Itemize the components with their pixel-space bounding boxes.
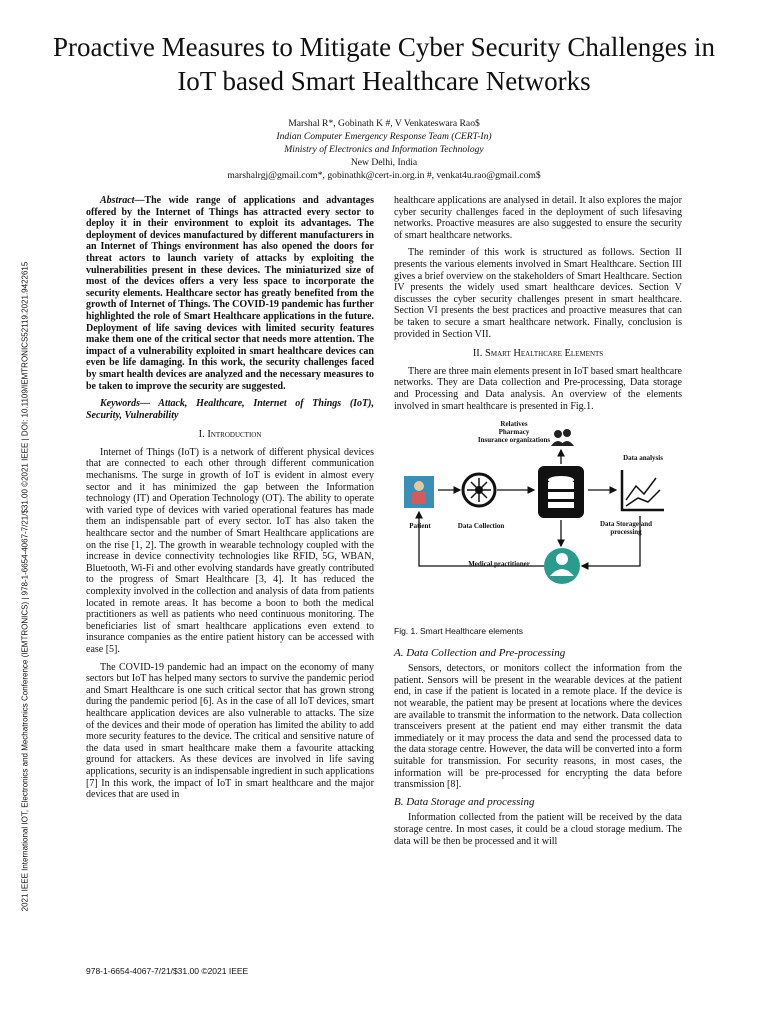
intro-paragraph-1: Internet of Things (IoT) is a network of different physical devices that are connected to each other through different communication mechanisms. The surge in growth of IoT is evident in almost every sector and it has minimized the gap between the Information technology (IT) and Operation Technology (OT). The ability to operate with varied type of devices with varied operational features has made them an indispensable part of every sector. IoT has also taken the healthcare sector and the number of Smart Healthcare applications are on the rise [1, 2]. The growth in wearable technology coupled with the increase in device connectivity technologies like RFID, 5G, WBAN, Bluetooth, Wi-Fi and other evolving standards have greatly contributed to the progress of Smart Healthcare [3, 4]. It has reduced the complexity involved in the collection and analysis of data from patients located in remote areas. It has become a boon to both the medical practitioners as well as patients who need continuous monitoring. The beneficiaries list of smart healthcare applications even extend to insurance companies as the entire patient history can be accessed with ease [5]. [86, 446, 374, 655]
label-data-storage: Data Storage and processing [599, 520, 653, 537]
abstract-text: —The wide range of applications and advantages offered by the Internet of Things has attracted every sector to deploy it in their environment to exploit its advantages. The deployment of devices manufactured by different manufacturers in an Internet of Things environment has also opened the doors for threat actors to launch variety of attacks by exploiting the vulnerabilities present in these devices. The miniaturized size of most of the devices offers a very less space to incorporate the security elements. Healthcare sector has greatly benefited from the growth of Internet of Things. The COVID-19 pandemic has further highlighted the role of Smart Healthcare applications in the future. Deployment of life saving devices with limited security features make them one of the critical sector that needs more attention. The impact of a vulnerability exploited in smart healthcare devices can even be life damaging. In this work, the security challenges faced by smart health devices are analyzed and the necessary measures to be taken to improve the security are suggested. [86, 195, 374, 392]
flow-arrows [419, 450, 640, 569]
label-data-analysis: Data analysis [623, 454, 663, 463]
right-paragraph-1: healthcare applications are analysed in detail. It also explores the major cyber security challenges faced in the deployment of such lifesaving networks. Proactive measures are also suggested to ensure the security of smart healthcare networks. [394, 195, 682, 241]
right-paragraph-3: There are three main elements present in IoT based smart healthcare networks. They are Data collection and Pre-processing, Data storage and Processing and Data analysis. An overview of the elements involved in smart healthcare is presented in Fig.1. [394, 365, 682, 412]
patient-icon [404, 476, 434, 508]
label-data-collection: Data Collection [457, 522, 505, 531]
label-stakeholders: Relatives Pharmacy Insurance organizations [477, 420, 551, 445]
subsection-b-paragraph: Information collected from the patient will be received by the data storage centre. In most cases, it could be a cloud storage medium. The data will be then be processed and it will [394, 812, 682, 847]
affiliation-org: Indian Computer Emergency Response Team (CERT-In) [276, 131, 492, 142]
subsection-heading-b: B. Data Storage and processing [394, 795, 535, 808]
figure-caption: Fig. 1. Smart Healthcare elements [394, 626, 523, 637]
section-heading-elements: II. Smart Healthcare Elements [472, 348, 604, 360]
figure-smart-healthcare [394, 418, 682, 622]
abstract-label: Abstract [100, 195, 135, 206]
right-paragraph-2: The reminder of this work is structured as follows. Section II presents the various elements involved in Smart Healthcare. Section III gives a brief overview on the stakeholders of Smart Healthcare. Section IV presents the widely used smart healthcare devices. Section V discusses the cyber security challenges present in smart healthcare. Section VI presents the best practices and proactive measures that can be taken to secure a smart healthcare network. Finally, conclusion is provided in Section VII. [394, 247, 682, 340]
doi-sidebar [10, 192, 30, 982]
keywords: Keywords— Attack, Healthcare, Internet of Things (IoT), Security, Vulnerability [86, 398, 374, 421]
affiliation-city: New Delhi, India [350, 157, 418, 168]
paper-title: Proactive Measures to Mitigate Cyber Security Challenges in IoT based Smart Healthcare Networks [52, 32, 716, 96]
doi-sidebar-text: 2021 IEEE International IOT, Electronics and Mechatronics Conference (IEMTRONICS) | 978-1-6654-4067-7/21/$31.00 ©2021 IEEE | DOI: 10.1109/IEMTRONICS52119.2021.9422615 [20, 261, 30, 912]
analysis-chart-icon [622, 470, 664, 510]
section-heading-introduction: I. Introduction [198, 429, 262, 441]
label-patient: Patient [409, 522, 431, 531]
subsection-a-paragraph: Sensors, detectors, or monitors collect the information from the patient. Sensors will be present in the wearable devices at the patient end, in case if the patient is located in a remote place. If the device is not wearable, the patient may be present at locations where the devices are available to transmit the information to the network. Data collection transceivers present at the patient end may either transmit the data immediately or it may process the data and send the processed data to the data storage centre. However, the data will be converted into a form suitable for transmission. For security reasons, in most cases, the information will be pre-processed for encrypting the data before transmission [8]. [394, 663, 682, 791]
affiliation-ministry: Ministry of Electronics and Information Technology [284, 144, 484, 155]
subsection-heading-a: A. Data Collection and Pre-processing [394, 646, 566, 659]
abstract [86, 195, 374, 392]
hub-icon [463, 474, 495, 506]
left-column [86, 195, 374, 807]
author-emails: marshalrgj@gmail.com*, gobinathk@cert-in.org.in #, venkat4u.rao@gmail.com$ [227, 170, 541, 181]
doctor-icon [544, 548, 580, 584]
author-block [84, 117, 684, 182]
database-icon [538, 466, 584, 518]
label-medical-practitioner: Medical practitioner [468, 560, 530, 569]
author-names: Marshal R*, Gobinath K #, V Venkateswara Rao$ [288, 118, 480, 129]
footer-copyright: 978-1-6654-4067-7/21/$31.00 ©2021 IEEE [86, 966, 249, 976]
right-column [394, 195, 682, 853]
intro-paragraph-2: The COVID-19 pandemic had an impact on the economy of many sectors but IoT has helped many sectors to survive the pandemic period and Smart Healthcare is one such critical sector that has grown strong during the pandemic period [6]. As in the case of all IoT devices, smart healthcare application devices are also vulnerable to attacks. The size of the devices and their mode of operation has limited the ability to add more security features to the device. The critical and sensitive nature of the data used in smart healthcare make them a favourite attacking ground for attackers. As these devices are involved in life saving applications, security is an indispensable ingredient in such applications [7] In this work, the impact of IoT in smart healthcare and the major devices that are used in [86, 661, 374, 801]
